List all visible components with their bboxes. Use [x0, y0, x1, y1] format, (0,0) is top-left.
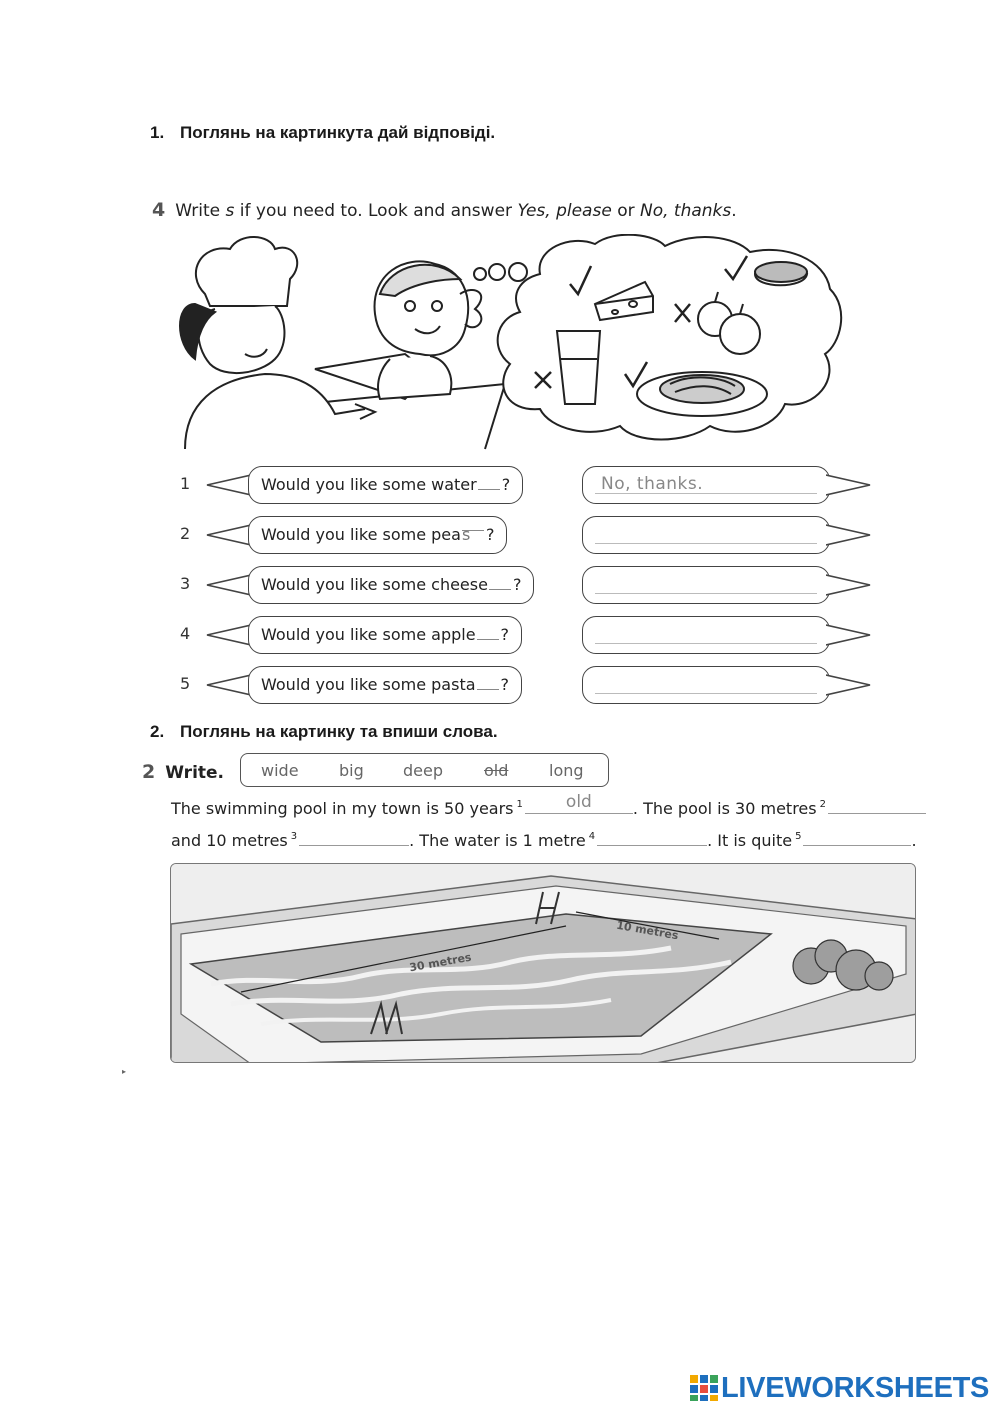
- answer-bubble[interactable]: [582, 666, 830, 704]
- exercise-number: 2: [142, 761, 156, 783]
- instruction-text: or: [611, 201, 640, 221]
- row-number: 1: [180, 474, 191, 493]
- row-number: 5: [180, 674, 191, 693]
- pool-drawing: [171, 864, 916, 1063]
- word-bank-item: big: [339, 761, 364, 780]
- question-text: Would you like some water: [261, 475, 477, 494]
- question-mark: ?: [501, 475, 511, 494]
- gap-number: 4: [588, 831, 596, 842]
- sentence-text: . The water is 1 metre: [409, 831, 586, 850]
- sentence-text: . The pool is 30 metres: [632, 799, 817, 818]
- sentence-text: and 10 metres: [171, 831, 288, 850]
- speech-tail-icon: [205, 672, 251, 698]
- answer-line: [595, 593, 817, 594]
- word-bank: [240, 753, 609, 787]
- speech-tail-icon: [826, 472, 872, 498]
- gap-number: 5: [795, 831, 802, 842]
- instruction-text: Write.: [165, 763, 225, 783]
- answer-bubble[interactable]: [582, 616, 830, 654]
- question-text: Would you like some cheese: [261, 575, 488, 594]
- question-bubble: [248, 466, 523, 504]
- gap-blank[interactable]: [489, 576, 511, 590]
- pool-length-label: 30 metres: [408, 950, 473, 975]
- restaurant-illustration: [175, 234, 845, 454]
- task-number: 1.: [150, 123, 165, 142]
- question-bubble: [248, 566, 534, 604]
- gap-blank[interactable]: [478, 476, 500, 490]
- question-bubble: [248, 666, 522, 704]
- task-2-heading: [150, 722, 498, 742]
- qa-row: [175, 466, 875, 506]
- answer-bubble[interactable]: [582, 566, 830, 604]
- gap-text: s: [461, 525, 471, 544]
- gap-blank[interactable]: [525, 792, 633, 814]
- exercise-number: 4: [152, 199, 166, 221]
- yes-please-text: Yes, please: [517, 201, 612, 221]
- speech-tail-icon: [205, 472, 251, 498]
- speech-tail-icon: [205, 522, 251, 548]
- task-text: Поглянь на картинкута дай відповіді.: [180, 123, 496, 142]
- speech-tail-icon: [826, 622, 872, 648]
- speech-tail-icon: [826, 672, 872, 698]
- word-bank-item: old: [484, 761, 509, 780]
- gap-blank[interactable]: [597, 830, 707, 846]
- answer-bubble[interactable]: [582, 466, 830, 504]
- question-text: Would you like some apple: [261, 625, 476, 644]
- word-bank-item: wide: [261, 761, 299, 780]
- sentence-text: The swimming pool in my town is 50 years: [171, 799, 514, 818]
- speech-tail-icon: [826, 572, 872, 598]
- answer-line: [595, 693, 817, 694]
- question-mark: ?: [500, 625, 510, 644]
- gap-number: 3: [290, 831, 298, 842]
- answer-line: [595, 543, 817, 544]
- qa-row: [175, 516, 875, 556]
- question-text: Would you like some pasta: [261, 675, 476, 694]
- gap-number: 1: [516, 799, 523, 810]
- speech-tail-icon: [826, 522, 872, 548]
- task-number: 2.: [150, 722, 165, 741]
- gap-number: 2: [819, 799, 826, 810]
- question-mark: ?: [500, 675, 510, 694]
- question-bubble: [248, 516, 507, 554]
- instruction-s: s: [225, 201, 235, 221]
- gap-fill-sentence: [171, 792, 926, 818]
- answer-text: No, thanks.: [601, 474, 704, 494]
- gap-blank[interactable]: [299, 830, 409, 846]
- swimming-pool-illustration: [170, 863, 916, 1063]
- qa-row: [175, 616, 875, 656]
- row-number: 3: [180, 574, 191, 593]
- no-thanks-text: No, thanks: [640, 201, 732, 221]
- question-bubble: [248, 616, 522, 654]
- pool-width-label: 10 metres: [615, 918, 680, 943]
- row-number: 4: [180, 624, 191, 643]
- exercise-4-instruction: [152, 199, 737, 221]
- exercise-2-instruction: [142, 761, 224, 783]
- answer-bubble[interactable]: [582, 516, 830, 554]
- speech-tail-icon: [205, 622, 251, 648]
- word-bank-item: deep: [403, 761, 443, 780]
- task-1-heading: [150, 123, 495, 143]
- gap-blank[interactable]: [477, 676, 499, 690]
- row-number: 2: [180, 524, 191, 543]
- question-text: Would you like some pea: [261, 525, 461, 544]
- sentence-text: .: [911, 831, 917, 850]
- word-bank-item: long: [549, 761, 584, 780]
- question-mark: ?: [512, 575, 522, 594]
- logo-text: LIVEWORKSHEETS: [721, 1371, 990, 1404]
- task-text: Поглянь на картинку та впиши слова.: [180, 722, 498, 741]
- answer-line: [595, 643, 817, 644]
- question-mark: ?: [485, 525, 495, 544]
- liveworksheets-logo: [690, 1373, 989, 1403]
- gap-blank[interactable]: [803, 830, 911, 846]
- page-mark: ▸: [122, 1067, 127, 1076]
- gap-fill-sentence: [171, 830, 917, 850]
- gap-blank[interactable]: [477, 626, 499, 640]
- speech-tail-icon: [205, 572, 251, 598]
- gap-blank[interactable]: [828, 798, 926, 814]
- qa-row: [175, 566, 875, 606]
- logo-icon: [690, 1375, 718, 1401]
- gap-blank[interactable]: [461, 517, 484, 544]
- instruction-text: .: [731, 201, 737, 221]
- gap-text: old: [565, 792, 592, 812]
- sentence-text: . It is quite: [707, 831, 793, 850]
- instruction-text: if you need to. Look and answer: [234, 201, 518, 221]
- qa-row: [175, 666, 875, 706]
- instruction-text: Write: [175, 201, 226, 221]
